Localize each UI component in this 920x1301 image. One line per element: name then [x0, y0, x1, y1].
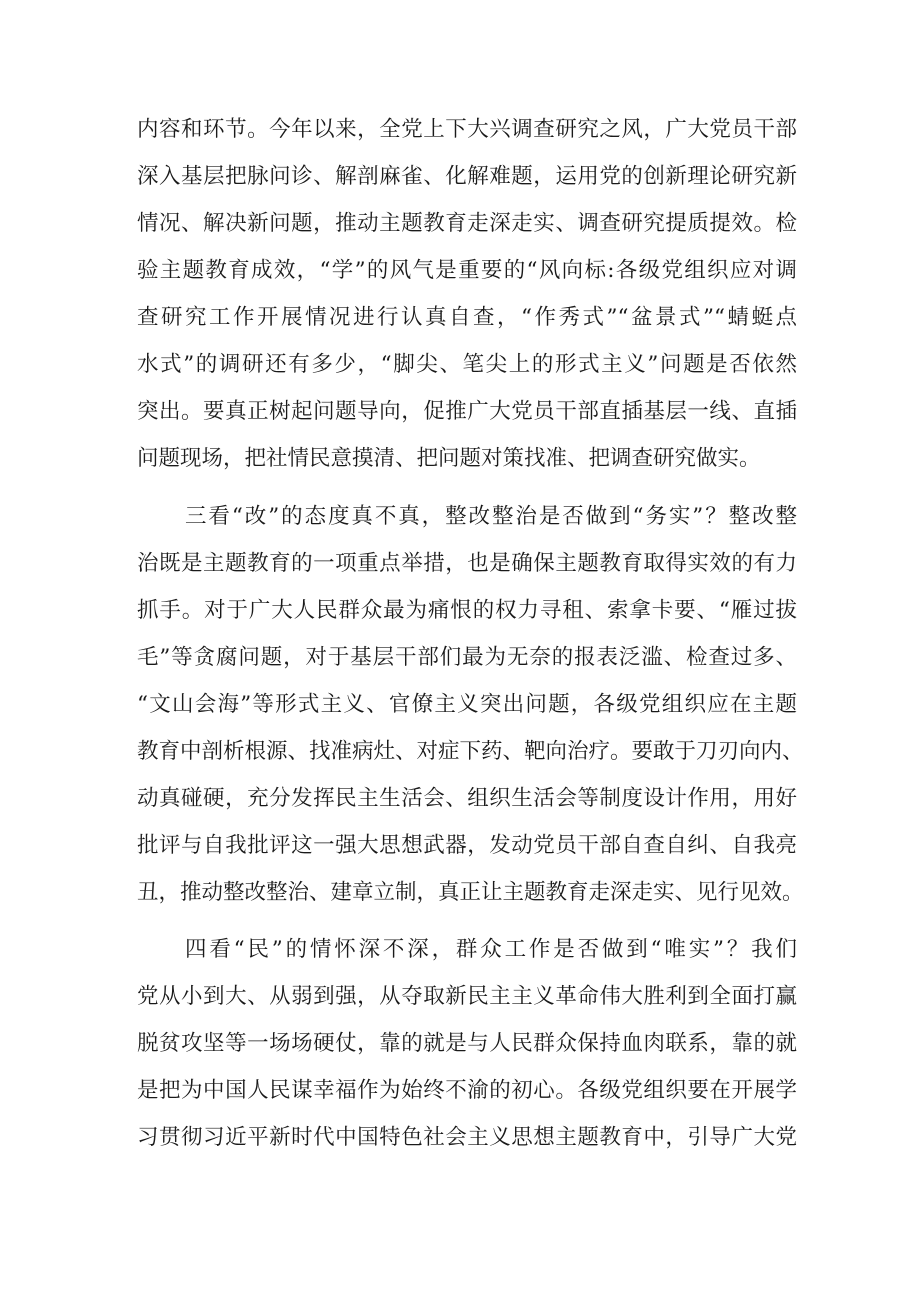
text-line: 水式”的调研还有多少，“脚尖、笔尖上的形式主义”问题是否依然: [137, 352, 797, 377]
text-line: 问题现场，把社情民意摸清、把问题对策找准、把调查研究做实。: [137, 446, 761, 471]
paragraph-heading-line: 四看“民”的情怀深不深，群众工作是否做到“唯实”？我们: [185, 937, 797, 962]
text-line: 丑，推动整改整治、建章立制，真正让主题教育走深走实、见行见效。: [137, 880, 804, 905]
text-line: 验主题教育成效，“学”的风气是重要的“风向标:各级党组织应对调: [137, 258, 797, 283]
text-line: 查研究工作开展情况进行认真自查，“作秀式”“盆景式”“蜻蜓点: [137, 305, 797, 330]
text-line: 毛”等贪腐问题，对于基层干部们最为无奈的报表泛滥、检查过多、: [137, 645, 797, 670]
text-line: 教育中剖析根源、找准病灶、对症下药、靶向治疗。要敢于刀刃向内、: [137, 739, 804, 764]
text-line: 突出。要真正树起问题导向，促推广大党员干部直插基层一线、直插: [137, 399, 797, 424]
text-line: 习贯彻习近平新时代中国特色社会主义思想主题教育中，引导广大党: [137, 1125, 797, 1150]
text-line: 内容和环节。今年以来，全党上下大兴调查研究之风，广大党员干部: [137, 117, 797, 142]
text-line: 批评与自我批评这一强大思想武器，发动党员干部自查自纠、自我亮: [137, 833, 797, 858]
text-line: “文山会海”等形式主义、官僚主义突出问题，各级党组织应在主题: [137, 692, 797, 717]
text-line: 是把为中国人民谋幸福作为始终不渝的初心。各级党组织要在开展学: [137, 1078, 797, 1103]
text-line: 党从小到大、从弱到强，从夺取新民主主义革命伟大胜利到全面打赢: [137, 984, 797, 1009]
text-line: 抓手。对于广大人民群众最为痛恨的权力寻租、索拿卡要、“雁过拔: [137, 598, 797, 623]
text-line: 脱贫攻坚等一场场硬仗，靠的就是与人民群众保持血肉联系，靠的就: [137, 1031, 797, 1056]
text-line: 深入基层把脉问诊、解剖麻雀、化解难题，运用党的创新理论研究新: [137, 164, 797, 189]
paragraph-heading-line: 三看“改”的态度真不真，整改整治是否做到“务实”？整改整: [185, 504, 797, 529]
text-line: 情况、解决新问题，推动主题教育走深走实、调查研究提质提效。检: [137, 211, 797, 236]
text-line: 动真碰硬，充分发挥民主生活会、组织生活会等制度设计作用，用好: [137, 786, 797, 811]
text-line: 治既是主题教育的一项重点举措，也是确保主题教育取得实效的有力: [137, 551, 797, 576]
